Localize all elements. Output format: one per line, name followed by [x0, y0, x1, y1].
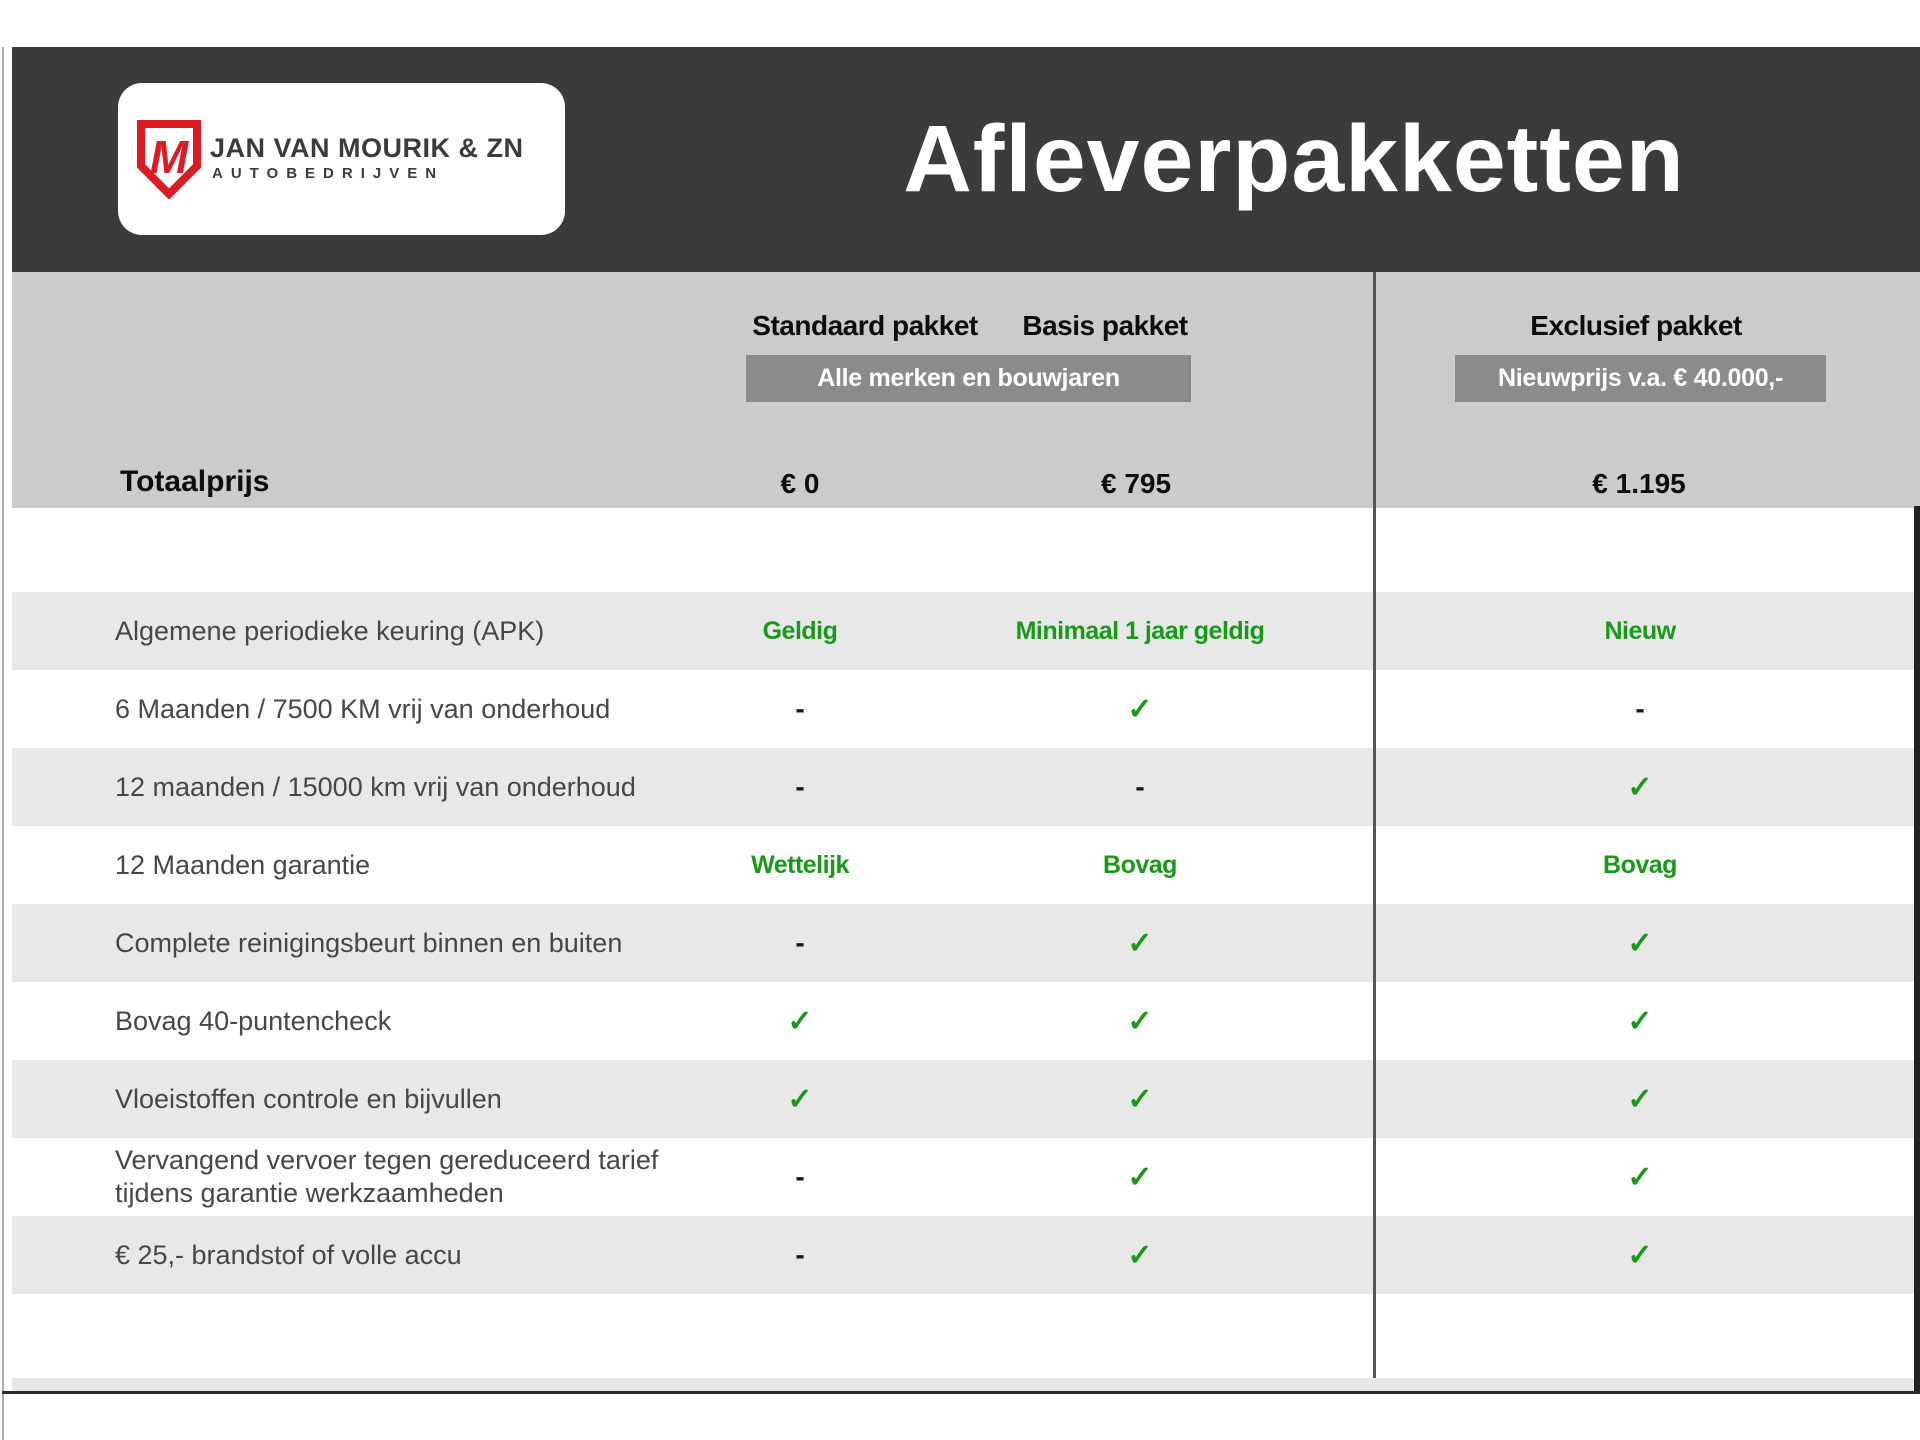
feature-label: Vloeistoffen controle en bijvullen: [115, 1083, 502, 1114]
dash-icon: -: [795, 693, 805, 724]
table-bottom-strip: [12, 1378, 1914, 1391]
feature-row: [12, 670, 1914, 748]
company-name: JAN VAN MOURIK & ZN: [210, 133, 524, 163]
cell-standaard: [751, 826, 849, 904]
feature-row: [12, 1138, 1914, 1216]
cell-standaard: [795, 1138, 804, 1216]
cell-basis: [1127, 1216, 1152, 1294]
feature-row: [12, 592, 1914, 670]
feature-label: 12 maanden / 15000 km vrij van onderhoud: [115, 771, 636, 802]
badge-new-price: Nieuwprijs v.a. € 40.000,-: [1455, 355, 1826, 402]
dash-icon: -: [795, 1239, 805, 1270]
cell-basis: [1127, 670, 1152, 748]
check-icon: ✓: [787, 1004, 813, 1038]
badge-all-brands: Alle merken en bouwjaren: [746, 355, 1191, 402]
cell-value: Geldig: [762, 616, 838, 645]
cell-exclusief: [1635, 670, 1644, 748]
page-title: Afleverpakketten: [903, 106, 1685, 212]
cell-basis: [1127, 1060, 1152, 1138]
cell-exclusief: [1627, 748, 1652, 826]
check-icon: ✓: [1127, 1004, 1153, 1038]
column-header-exclusief: Exclusief pakket: [1530, 310, 1742, 341]
dash-icon: -: [1635, 693, 1645, 724]
check-icon: ✓: [1627, 1238, 1653, 1272]
cell-exclusief: [1604, 592, 1675, 670]
cell-value: Bovag: [1603, 850, 1677, 879]
cell-exclusief: [1627, 904, 1652, 982]
check-icon: ✓: [1127, 1160, 1153, 1194]
check-icon: ✓: [1627, 770, 1653, 804]
dash-icon: -: [795, 771, 805, 802]
feature-label: Vervangend vervoer tegen gereduceerd tarief tijdens garantie werkzaamheden: [115, 1145, 659, 1208]
cell-exclusief: [1627, 1138, 1652, 1216]
check-icon: ✓: [1627, 1082, 1653, 1116]
dash-icon: -: [1135, 771, 1145, 802]
cell-basis: [1127, 904, 1152, 982]
cell-standaard: [795, 670, 804, 748]
cell-standaard: [795, 748, 804, 826]
cell-basis: [1135, 748, 1144, 826]
feature-label: 6 Maanden / 7500 KM vrij van onderhoud: [115, 693, 611, 724]
cell-basis: [1127, 1138, 1152, 1216]
feature-row: [12, 748, 1914, 826]
cell-standaard: [787, 1060, 812, 1138]
cell-exclusief: [1627, 982, 1652, 1060]
cell-basis: [1016, 592, 1265, 670]
feature-row: [12, 982, 1914, 1060]
feature-row: [12, 904, 1914, 982]
cell-value: Wettelijk: [751, 850, 849, 879]
dash-icon: -: [795, 927, 805, 958]
cell-basis: [1103, 826, 1177, 904]
check-icon: ✓: [1127, 1082, 1153, 1116]
cell-standaard: [795, 904, 804, 982]
cell-value: Bovag: [1103, 850, 1177, 879]
cell-standaard: [787, 982, 812, 1060]
feature-label: Complete reinigingsbeurt binnen en buiten: [115, 927, 623, 958]
dash-icon: -: [795, 1161, 805, 1192]
cell-exclusief: [1603, 826, 1677, 904]
cell-exclusief: [1627, 1216, 1652, 1294]
column-header-standaard: Standaard pakket: [752, 310, 978, 341]
svg-text:M: M: [149, 131, 189, 183]
cell-standaard: [763, 592, 838, 670]
cell-basis: [1127, 982, 1152, 1060]
page-right-border: [1914, 506, 1920, 1394]
check-icon: ✓: [1127, 1238, 1153, 1272]
check-icon: ✓: [1627, 1160, 1653, 1194]
price-standaard: € 0: [780, 468, 820, 499]
feature-row: [12, 826, 1914, 904]
check-icon: ✓: [1627, 1004, 1653, 1038]
cell-exclusief: [1627, 1060, 1652, 1138]
feature-label: 12 Maanden garantie: [115, 849, 371, 880]
column-header-basis: Basis pakket: [1022, 310, 1188, 341]
price-basis: € 795: [1100, 468, 1172, 499]
cell-standaard: [795, 1216, 804, 1294]
check-icon: ✓: [787, 1082, 813, 1116]
feature-label: Bovag 40-puntencheck: [115, 1005, 392, 1036]
check-icon: ✓: [1127, 926, 1153, 960]
page-bottom-border: [2, 1391, 1920, 1394]
cell-value: Minimaal 1 jaar geldig: [1015, 616, 1265, 645]
feature-row: [12, 1060, 1914, 1138]
check-icon: ✓: [1627, 926, 1653, 960]
price-exclusief: € 1.195: [1592, 468, 1686, 499]
company-division: AUTOBEDRIJVEN: [212, 165, 445, 182]
feature-label: € 25,- brandstof of volle accu: [115, 1239, 462, 1270]
feature-label: Algemene periodieke keuring (APK): [115, 615, 545, 646]
total-price-label: Totaalprijs: [120, 465, 270, 498]
cell-value: Nieuw: [1604, 616, 1676, 645]
exclusief-column-divider: [1373, 272, 1376, 1392]
feature-row: [12, 1216, 1914, 1294]
check-icon: ✓: [1127, 692, 1153, 726]
